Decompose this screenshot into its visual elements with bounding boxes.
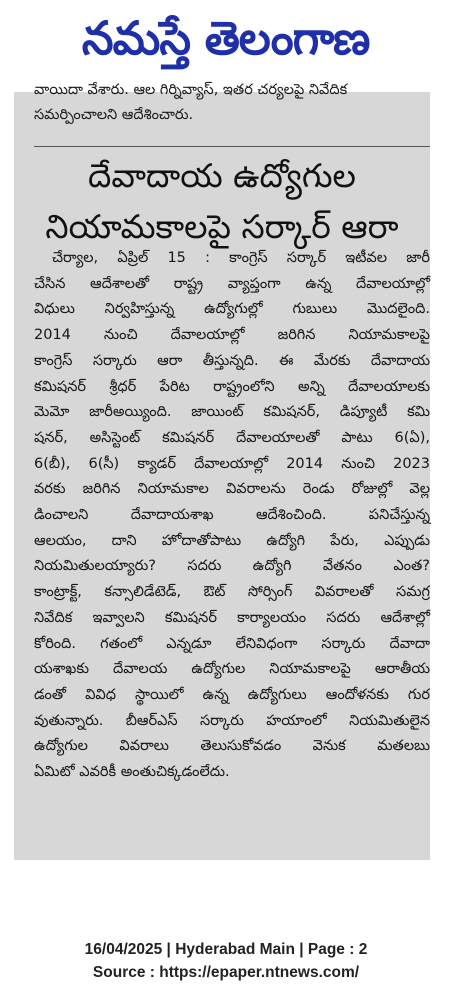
previous-story-tail — [34, 82, 430, 144]
article-line: చేర్యాల, ఏప్రిల్ 15 : కాంగ్రెస్ సర్కార్ ఇటీవల జారీ — [52, 250, 430, 266]
headline-line: నియామకాలపై సర్కార్ ఆరా — [45, 207, 399, 246]
source-link[interactable]: Source : https://epaper.ntnews.com/ — [92, 964, 360, 981]
edition-info: 16/04/2025 | Hyderabad Main | Page : 2 — [84, 941, 368, 958]
article-line: కాంగ్రెస్ సర్కారు ఆరా తీస్తున్నది. ఈ మేరకు దేవాదాయ — [34, 352, 430, 369]
article-line: డంతో వివిధ స్థాయిలో ఉన్న ఉద్యోగులు ఆందోళనకు గుర — [34, 686, 430, 703]
article-line: చేసిన ఆదేశాలతో రాష్ట్ర వ్యాప్తంగా ఉన్న దేవాలయాల్లో — [34, 275, 430, 292]
article-line: కమిషనర్ శ్రీధర్ పేరిట రాష్ట్రంలోని అన్ని దేవాలయాలకు — [34, 378, 430, 395]
article-line: మెమో జారీఅయ్యింది. జాయింట్ కమిషనర్, డిప్యూటీ కమి — [34, 404, 430, 421]
article-line: యశాఖకు దేవాలయ ఉద్యోగుల నియామకాలపై ఆరాతీయ — [34, 661, 430, 678]
article-line: నియమితులయ్యారు? సదరు ఉద్యోగి వేతనం ఎంత? — [34, 558, 430, 575]
masthead — [0, 0, 452, 88]
article-line: డించాలని దేవాదాయశాఖ ఆదేశించింది. పనిచేస్తున్న — [34, 507, 430, 524]
article-line: షనర్, అసిస్టెంట్ కమిషనర్ దేవాలయాలతో పాటు 6(ఏ), — [34, 429, 430, 446]
headline-line: దేవాదాయ ఉద్యోగుల — [88, 156, 356, 195]
article-line: నివేదిక ఇవ్వాలని కమిషనర్ కార్యాలయం సదరు ఆదేశాల్లో — [34, 609, 430, 626]
previous-story-line: వాయిదా వేశారు. ఆల గిర్నివ్యాస్, ఇతర చర్యలపై నివేదిక — [34, 82, 348, 98]
article-line: విధులు నిర్వహిస్తున్న ఉద్యోగుల్లో గుబులు మొదలైంది. — [34, 301, 430, 318]
article-line: ఆలయం, దాని హోదాతోపాటు ఉద్యోగి పేరు, ఎప్పుడు — [34, 532, 430, 549]
article-line: 2014 నుంచి దేవాలయాల్లో జరిగిన నియామకాలపై — [34, 327, 430, 344]
article-line: ఉద్యోగుల వివరాలు తెలుసుకోవడం వెనుక మతలబు — [34, 738, 430, 755]
divider — [34, 146, 430, 147]
news-clipping — [14, 82, 430, 860]
article-line: 6(బీ), 6(సీ) క్యాడర్ దేవాలయాల్లో 2014 నుంచి 2023 — [34, 455, 430, 472]
masthead-logo: నమస్తే తెలంగాణ — [82, 11, 370, 65]
previous-story-line: సమర్పించాలని ఆదేశించారు. — [34, 107, 194, 123]
article-line: కోరింది. గతంలో ఎన్నడూ లేనివిధంగా సర్కారు దేవాదా — [34, 635, 430, 652]
article-line: వుతున్నారు. బీఆర్ఎస్ సర్కారు హయాంలో నియమితులైన — [34, 712, 430, 729]
article-line: వరకు జరిగిన నియామకాల వివరాలను రెండు రోజుల్లో వెల్ల — [34, 481, 430, 498]
article-line: ఏమిటో ఎవరికీ అంతుచిక్కడంలేదు. — [34, 764, 230, 781]
article-body — [34, 246, 430, 786]
article-line: కాంట్రాక్ట్, కన్సాలిడేటెడ్, ఔట్ సోర్సింగ్ వివరాలతో సమగ్ర — [34, 584, 430, 601]
headline — [14, 150, 430, 252]
